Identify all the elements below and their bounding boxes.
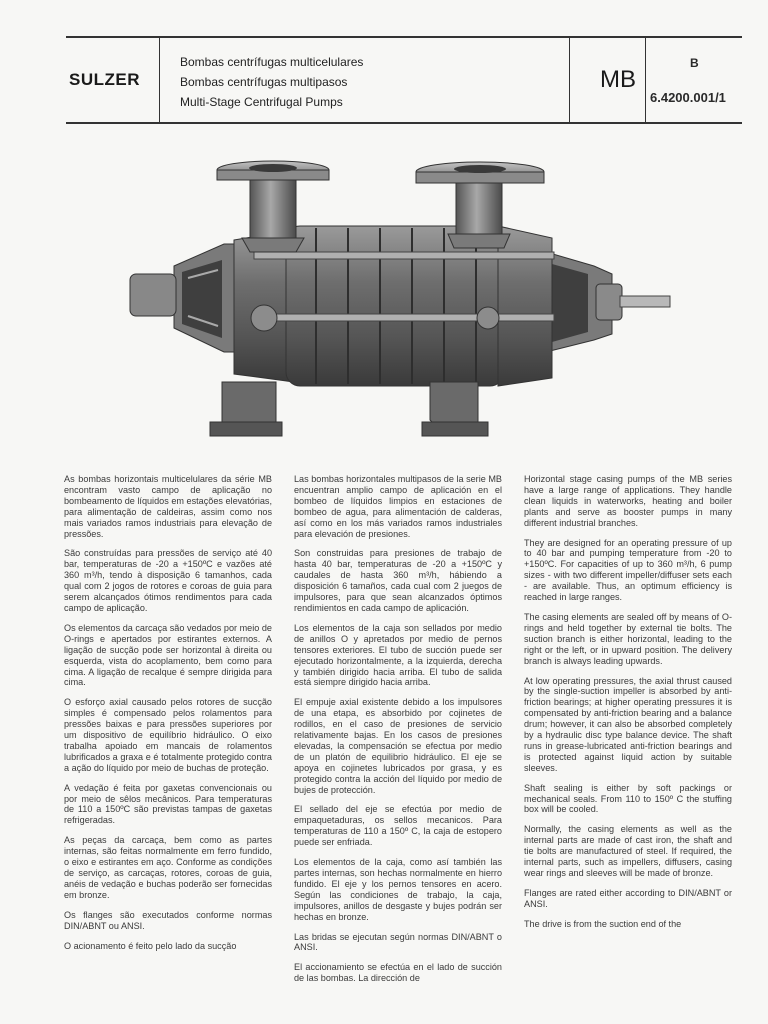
sulzer-logo: SULZER bbox=[69, 70, 140, 89]
paragraph-pt-3: Os elementos da carcaça são vedados por meio de O-rings e apertados por estirantes externos. A ligação de sucção pode ser horizontal à direita ou esquerda, vista do acoplamento, bem como para cima. A ligação de recalque é sempre dirigida para cima. bbox=[64, 622, 272, 688]
reference-cell bbox=[646, 38, 742, 122]
paragraph-pt-6: As peças da carcaça, bem como as partes internas, são feitas normalmente em ferro fundido, o eixo e estirantes em aço. Conforme as condições de serviço, as carcaças, rotores, coroas de guia, anéis de vedação e buchas poderão ser fornecidas em bronze. bbox=[64, 835, 272, 900]
document-titles bbox=[180, 52, 363, 112]
paragraph-pt-8: O acionamento é feito pelo lado da sucção bbox=[64, 940, 237, 951]
paragraph-pt-4: O esforço axial causado pelos rotores de sucção simples é compensado pelos rolamentos para pressões baixas e para pressões superiores por um dispositivo de equilíbrio hidráulico. O eixo trabalha apoiado em mancais de rolamentos lubrificados a graxa e é totalmente protegido contra a ação do líquido por meio de buchas de proteção. bbox=[64, 697, 272, 773]
paragraph-es-8: El accionamiento se efectúa en el lado de succión de las bombas. La dirección de bbox=[294, 962, 502, 984]
model-code-cell bbox=[570, 38, 646, 122]
document-header bbox=[66, 36, 742, 124]
paragraph-en-2: They are designed for an operating pressure of up to 40 bar and pumping temperature from -20 to +150ºC. For capacities of up to 360 m³/h, 6 pump sizes - with two different impeller/diffuser sets each - are available. Thus, an optimum efficiency is reached in large ranges. bbox=[524, 537, 732, 603]
pump-photo bbox=[126, 156, 672, 442]
paragraph-pt-7: Os flanges são executados conforme normas DIN/ABNT ou ANSI. bbox=[64, 909, 272, 931]
section-letter: B bbox=[690, 56, 699, 70]
paragraph-en-3: The casing elements are sealed off by means of O-rings and held together by external tie bolts. The suction branch is either horizontal, leading to the right or the left, or in upward position. The delivery branch is always leading upwards. bbox=[524, 611, 732, 666]
paragraph-es-1: Las bombas horizontales multipasos de la serie MB encuentran amplio campo de aplicación en el bombeo de líquidos limpios en estaciones de bombeo de agua, para alimentación de calderas, así como en los más variados ramos industriales para elevación de presiones. bbox=[294, 474, 502, 539]
paragraph-en-6: Normally, the casing elements as well as the internal parts are made of cast iron, the shaft and tie bolts are manufactured of steel. If required, the internal parts, such as impellers, diffusers, casing wear rings and sleeves will be made of bronze. bbox=[524, 824, 732, 878]
paragraph-es-6: Los elementos de la caja, como así también las partes internas, son hechas normalmente en hierro fundido. El eje y los pernos tensores en acero. Según las condiciones de trabajo, la caja, impulsores, anillos de desgaste y bujes podrán ser hechas en bronze. bbox=[294, 857, 502, 922]
paragraph-en-5: Shaft sealing is either by soft packings or mechanical seals. From 110 to 150º C the stuffing box will be cooled. bbox=[524, 782, 732, 815]
paragraph-es-3: Los elementos de la caja son sellados por medio de anillos O y apretados por medio de pernos tensores exteriores. El tubo de succión puede ser ejecutado horizontalmente, a la izquierda, derecha y también dirigido hacia arriba. El tubo de salida está siempre dirigido hacia arriba. bbox=[294, 622, 502, 688]
title-portuguese: Bombas centrífugas multicelulares bbox=[180, 55, 364, 69]
paragraph-pt-1: As bombas horizontais multicelulares da série MB encontram vasto campo de aplicação no bombeamento de líquidos em estações elevatórias, para alimentação de caldeiras, assim como nos mais variados ramos industriais para elevação de pressões. bbox=[64, 474, 272, 539]
column-english bbox=[524, 474, 732, 1024]
paragraph-en-1: Horizontal stage casing pumps of the MB series have a large range of applications. They handle clean liquids in waterworks, heating and boiler plants and serve as booster pumps in many different industrial branches. bbox=[524, 474, 732, 528]
paragraph-pt-2: São construídas para pressões de serviço até 40 bar, temperaturas de -20 a +150ºC e vazões até 360 m³/h, tendo à disposição 6 tamanhos, cada qual com 2 jogos de rotores e coroas de guia para serem alcançados ótimos rendimentos para cada campo de aplicação. bbox=[64, 548, 272, 613]
logo-cell bbox=[66, 38, 160, 122]
paragraph-es-5: El sellado del eje se efectúa por medio de empaquetaduras, os sellos mecanicos. Para temperaturas de 110 a 150º C, la caja de estopero puede ser enfriada. bbox=[294, 804, 502, 848]
title-english: Multi-Stage Centrifugal Pumps bbox=[180, 95, 343, 109]
title-spanish: Bombas centrífugas multipasos bbox=[180, 75, 348, 89]
paragraph-es-7: Las bridas se ejecutan según normas DIN/ABNT o ANSI. bbox=[294, 931, 502, 953]
paragraph-en-4: At low operating pressures, the axial thrust caused by the single-suction impeller is absorbed by anti-friction bearings; at higher operating pressures it is compensated by anti-friction bearing and a balance drum; however, it can also be absorbed completely by a hydraulic disc type balance device. The shaft runs in grease-lubricated anti-friction bearings and is protected against liquid action by suitable sleeves. bbox=[524, 675, 732, 773]
column-portuguese bbox=[64, 474, 272, 1024]
model-code: MB bbox=[600, 66, 636, 93]
document-number: 6.4200.001/1 bbox=[650, 90, 726, 105]
paragraph-pt-5: A vedação é feita por gaxetas convencionais ou por meio de sêlos mecânicos. Para temperaturas de 110 a 150ºC são previstas tampas de gaxetas refrigeradas. bbox=[64, 782, 272, 826]
paragraph-en-7: Flanges are rated either according to DIN/ABNT or ANSI. bbox=[524, 887, 732, 909]
paragraph-es-2: Son construidas para presiones de trabajo de hasta 40 bar, temperaturas de -20 a +150ºC y caudales de hasta 360 m³/h, hábiendo a disposición 6 tamaños, cada cual com 2 juegos de impulsores, para que sean alcanzados óptimos rendimientos en cada campo de aplicación. bbox=[294, 548, 502, 613]
column-spanish bbox=[294, 474, 502, 1024]
titles-cell bbox=[160, 38, 570, 122]
paragraph-es-4: El empuje axial existente debido a los impulsores de una etapa, es absorbido por cojinetes de rodillos, en el caso de presiones de servicio relativamente bajas. En los casos de presiones elevadas, la compensación se efectua por medio de un platón de equilibrio hidráulico. El eje se apoya en cojinetes lubricados por grasa, y es protegido contra la acción del líquido por medio de bujes de protección. bbox=[294, 697, 502, 795]
paragraph-en-8: The drive is from the suction end of the bbox=[524, 918, 682, 929]
